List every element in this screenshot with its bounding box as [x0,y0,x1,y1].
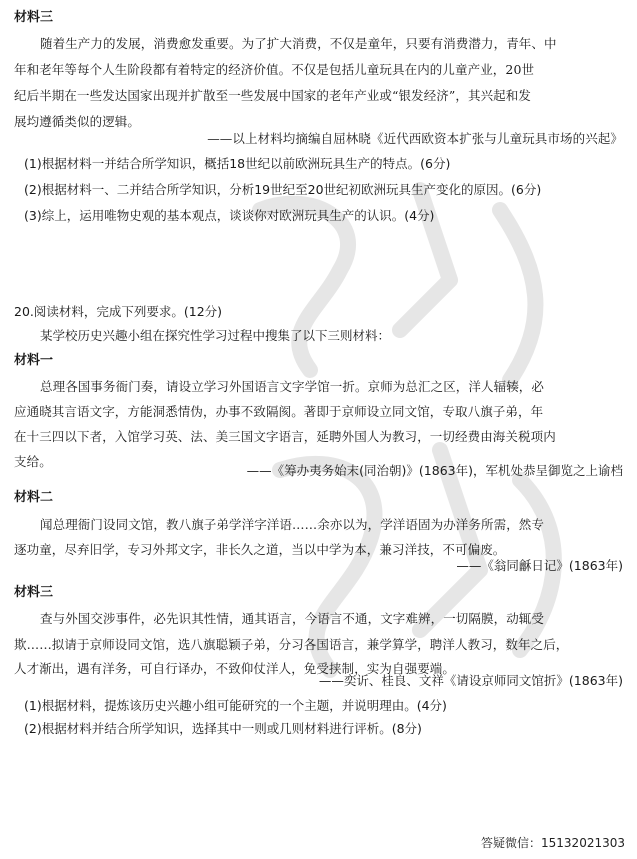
section-a-line-4: 展均遵循类似的逻辑。 [14,114,141,129]
material-3-line-3: 人才渐出，遇有洋务，可自行译办，不致仰仗洋人，免受挟制，实为自强要端。 [14,661,456,676]
section-a-question-3: (3)综上，运用唯物史观的基本观点，谈谈你对欧洲玩具生产的认识。(4分) [24,208,435,223]
material-3-source: ——奕䜣、桂良、文祥《请设京师同文馆折》(1863年) [318,673,623,688]
material-3-line-2: 欺……拟请于京师设同文馆，选八旗聪颖子弟，分习各国语言，兼学算学，聘洋人教习，数年之后， [14,637,569,652]
material-3-heading: 材料三 [14,585,54,600]
material-1-line-1: 总理各国事务衙门奏，请设立学习外国语言文字学馆一折。京师为总汇之区，洋人辐辏，必 [40,379,545,394]
q20-intro: 某学校历史兴趣小组在探究性学习过程中搜集了以下三则材料： [40,328,391,343]
footer-contact: 答疑微信：15132021303 [481,836,625,850]
section-a-line-2: 年和老年等每个人生阶段都有着特定的经济价值。不仅是包括儿童玩具在内的儿童产业，20世 [14,62,535,77]
material-2-line-2: 逐功童，尽弃旧学，专习外邦文字，非长久之道，当以中学为本，兼习洋技，不可偏废。 [14,542,506,557]
section-a-line-3: 纪后半期在一些发达国家出现并扩散至一些发展中国家的老年产业或“银发经济”，其兴起和发 [14,88,531,103]
material-2-line-1: 闻总理衙门设同文馆，教八旗子弟学洋字洋语……余亦以为，学洋语固为办洋务所需，然专 [40,517,545,532]
q20-question-2: (2)根据材料并结合所学知识，选择其中一则或几则材料进行评析。(8分) [24,721,422,736]
material-2-heading: 材料二 [14,490,54,505]
material-1-line-2: 应通晓其言语文字，方能洞悉情伪，办事不致隔阂。著即于京师设立同文馆，专取八旗子弟，年 [14,404,544,419]
material-1-line-4: 支给。 [14,454,52,469]
material-1-line-3: 在十三四以下者，入馆学习英、法、美三国文字语言，延聘外国人为教习，一切经费由海关税项内 [14,429,556,444]
section-a-source: ——以上材料均摘编自屈林晓《近代西欧资本扩张与儿童玩具市场的兴起》 [207,131,623,146]
section-a-line-1: 随着生产力的发展，消费愈发重要。为了扩大消费，不仅是童年，只要有消费潜力，青年、中 [40,36,557,51]
section-a-question-1: (1)根据材料一并结合所学知识，概括18世纪以前欧洲玩具生产的特点。(6分) [24,156,451,171]
material-3-line-1: 查与外国交涉事件，必先识其性情，通其语言，今语言不通，文字难辨，一切隔膜，动辄受 [40,611,545,626]
section-a-heading: 材料三 [14,10,54,25]
section-a-question-2: (2)根据材料一、二并结合所学知识，分析19世纪至20世纪初欧洲玩具生产变化的原因。(6分) [24,182,542,197]
material-2-source: ——《翁同龢日记》(1863年) [456,558,623,573]
q20-title: 20.阅读材料，完成下列要求。(12分) [14,304,223,319]
material-1-heading: 材料一 [14,353,54,368]
material-1-source: ——《筹办夷务始末(同治朝)》(1863年)，军机处恭呈御览之上谕档 [246,463,623,478]
q20-question-1: (1)根据材料，提炼该历史兴趣小组可能研究的一个主题，并说明理由。(4分) [24,698,447,713]
